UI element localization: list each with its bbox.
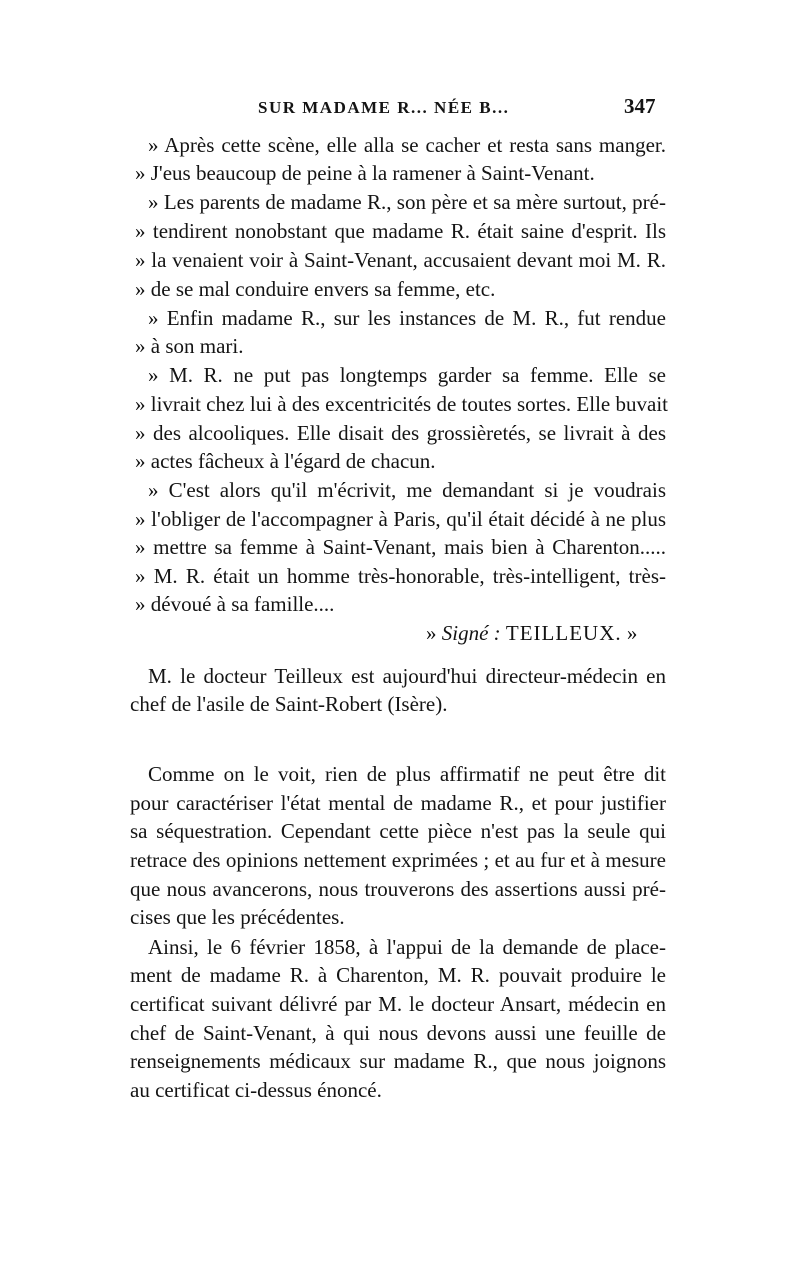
body-line: cises que les précédentes.	[130, 905, 345, 929]
body-line: au certificat ci-dessus énoncé.	[130, 1078, 382, 1102]
body-line: retrace des opinions nettement exprimées ; et au fur et à mesure	[130, 848, 666, 872]
quote-line: » mettre sa femme à Saint-Venant, mais bien à Charenton.....	[135, 535, 666, 559]
signature-close-quote: »	[626, 621, 638, 645]
quote-line: » Enfin madame R., sur les instances de M. R., fut rendue	[148, 306, 666, 330]
quote-line: » l'obliger de l'accompagner à Paris, qu'il était décidé à ne plus	[135, 507, 666, 531]
signature-label: Signé :	[441, 621, 501, 645]
body-line: certificat suivant délivré par M. le docteur Ansart, médecin en	[130, 992, 666, 1016]
quote-line: » livrait chez lui à des excentricités de toutes sortes. Elle buvait	[135, 392, 668, 416]
quote-line: » tendirent nonobstant que madame R. était saine d'esprit. Ils	[135, 219, 666, 243]
quote-line: » Les parents de madame R., son père et sa mère surtout, pré-	[148, 190, 666, 214]
body-line: chef de Saint-Venant, à qui nous devons aussi une feuille de	[130, 1021, 666, 1045]
body-line: Comme on le voit, rien de plus affirmatif ne peut être dit	[148, 762, 666, 786]
signature	[426, 619, 666, 647]
quote-line: » C'est alors qu'il m'écrivit, me demandant si je voudrais	[148, 478, 666, 502]
quote-line: » actes fâcheux à l'égard de chacun.	[135, 449, 436, 473]
quote-line: » des alcooliques. Elle disait des grossièretés, se livrait à des	[135, 421, 666, 445]
quote-line: » à son mari.	[135, 334, 244, 358]
body-line: renseignements médicaux sur madame R., que nous joignons	[130, 1049, 666, 1073]
running-head: SUR MADAME R... NÉE B...	[258, 98, 510, 117]
quote-line: » de se mal conduire envers sa femme, etc.	[135, 277, 496, 301]
quote-line: » la venaient voir à Saint-Venant, accusaient devant moi M. R.	[135, 248, 666, 272]
body-line: Ainsi, le 6 février 1858, à l'appui de la demande de place-	[148, 935, 666, 959]
page-number: 347	[624, 94, 656, 118]
body-line: pour caractériser l'état mental de madame R., et pour justifier	[130, 791, 666, 815]
signature-name: TEILLEUX.	[505, 621, 622, 645]
quote-line: » M. R. ne put pas longtemps garder sa femme. Elle se	[148, 363, 666, 387]
quote-line: » dévoué à sa famille....	[135, 592, 335, 616]
note-line: M. le docteur Teilleux est aujourd'hui directeur-médecin en	[148, 664, 666, 688]
body-line: que nous avancerons, nous trouverons des assertions aussi pré-	[130, 877, 666, 901]
quote-line: » M. R. était un homme très-honorable, très-intelligent, très-	[135, 564, 666, 588]
body-line: sa séquestration. Cependant cette pièce n'est pas la seule qui	[130, 819, 666, 843]
note-line: chef de l'asile de Saint-Robert (Isère).	[130, 692, 448, 716]
quote-line: » Après cette scène, elle alla se cacher et resta sans manger.	[148, 133, 666, 157]
body-line: ment de madame R. à Charenton, M. R. pouvait produire le	[130, 963, 666, 987]
signature-open-quote: »	[426, 621, 437, 645]
quote-line: » J'eus beaucoup de peine à la ramener à Saint-Venant.	[135, 161, 595, 185]
